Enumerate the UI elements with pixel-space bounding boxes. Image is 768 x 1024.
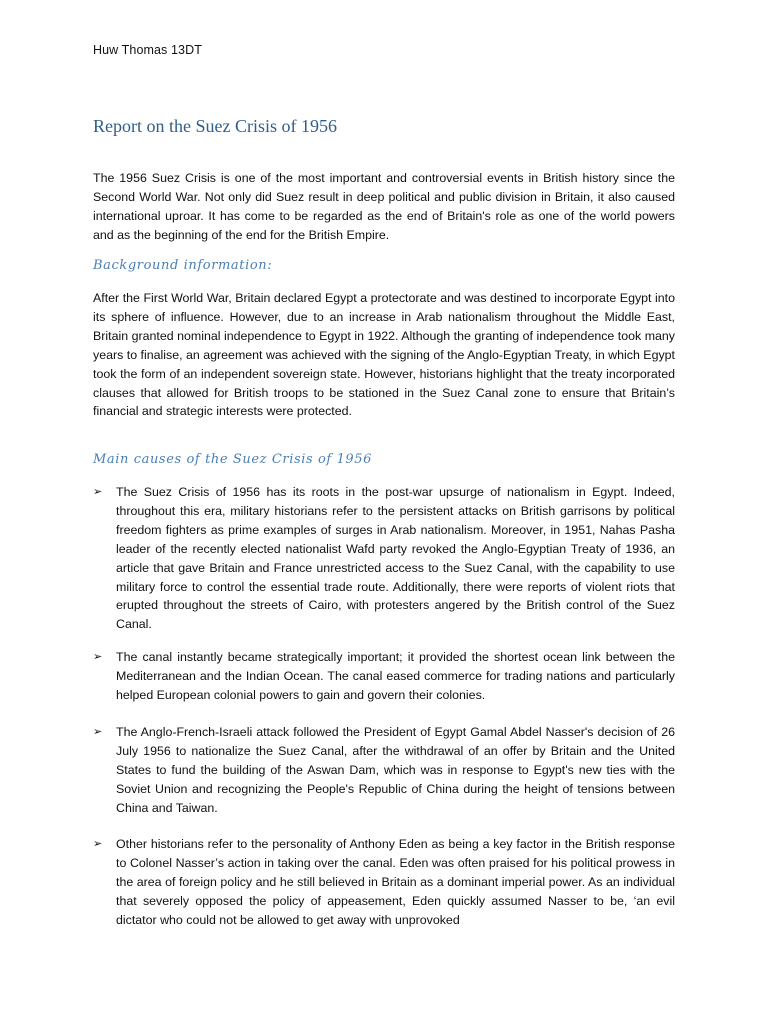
arrow-bullet-icon: ➢ <box>93 838 103 850</box>
arrow-bullet-icon: ➢ <box>93 726 103 738</box>
cause-text: The Suez Crisis of 1956 has its roots in the post-war upsurge of nationalism in Egypt. Indeed, throughout this era, military historians refer to the persistent attacks on British garrisons by political freedom fighters as prime examples of surges in Arab nationalism. Moreover, in 1951, Nahas Pasha leader of the recently elected nationalist Wafd party revoked the Anglo-Egyptian Treaty of 1936, an article that gave Britain and France unrestricted access to the Suez Canal, with the capability to use military force to control the essential trade route. Additionally, there were reports of violent riots that erupted throughout the streets of Cairo, with protesters angered by the British control of the Suez Canal. <box>116 485 675 632</box>
arrow-bullet-icon: ➢ <box>93 486 103 498</box>
cause-text: The canal instantly became strategically important; it provided the shortest ocean link between the Mediterranean and the Indian Ocean. The canal eased commerce for trading nations and particularly helped European colonial powers to gain and govern their colonies. <box>116 650 675 702</box>
report-title: Report on the Suez Crisis of 1956 <box>93 116 337 136</box>
arrow-bullet-icon: ➢ <box>93 651 103 663</box>
author-line: Huw Thomas 13DT <box>93 43 202 57</box>
section-heading-causes: Main causes of the Suez Crisis of 1956 <box>93 452 373 467</box>
cause-text: The Anglo-French-Israeli attack followed the President of Egypt Gamal Abdel Nasser's decision of 26 July 1956 to nationalize the Suez Canal, after the withdrawal of an offer by Britain and the United States to fund the building of the Aswan Dam, which was in response to Egypt's new ties with the Soviet Union and recognizing the People's Republic of China during the height of tensions between China and Taiwan. <box>116 725 675 815</box>
section-heading-background: Background information: <box>93 258 273 273</box>
intro-paragraph: The 1956 Suez Crisis is one of the most important and controversial events in British history since the Second World War. Not only did Suez result in deep political and public division in Britain, it also caused international uproar. It has come to be regarded as the end of Britain's role as one of the world powers and as the beginning of the end for the British Empire. <box>93 171 675 242</box>
background-paragraph: After the First World War, Britain declared Egypt a protectorate and was destined to incorporate Egypt into its sphere of influence. However, due to an increase in Arab nationalism throughout the Middle East, Britain granted nominal independence to Egypt in 1922. Although the granting of independence took many years to finalise, an agreement was achieved with the signing of the Anglo-Egyptian Treaty, in which Egypt took the form of an independent sovereign state. However, historians highlight that the treaty incorporated clauses that allowed for British troops to be stationed in the Suez Canal zone to ensure that Britain’s financial and strategic interests were protected. <box>93 291 675 419</box>
cause-text: Other historians refer to the personality of Anthony Eden as being a key factor in the British response to Colonel Nasser’s action in taking over the canal. Eden was often praised for his political prowess in the area of foreign policy and he still believed in Britain as a dominant imperial power. As an individual that severely opposed the policy of appeasement, Eden quickly assumed Nasser to be, ‘an evil dictator who could not be allowed to get away with unprovoked <box>116 837 675 927</box>
